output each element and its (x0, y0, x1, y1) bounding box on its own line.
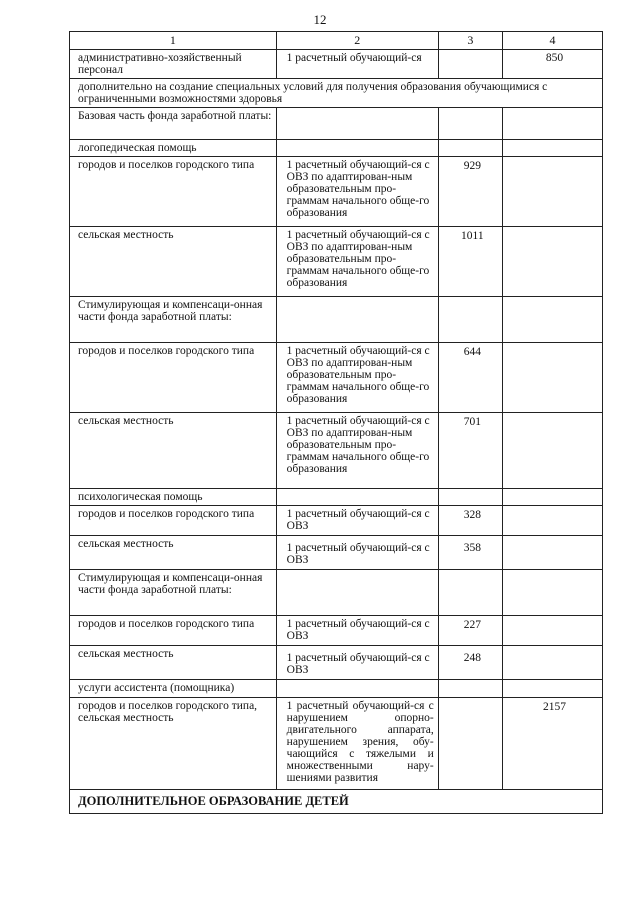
page-number: 12 (313, 12, 327, 27)
table-row (70, 157, 603, 227)
row-label: сельская местность (70, 536, 277, 570)
row-value-3: 358 (438, 536, 502, 570)
row-label: городов и поселков городского типа (70, 506, 277, 536)
row-value-3: 1011 (438, 227, 502, 297)
table-row (70, 79, 603, 108)
section-heading: ДОПОЛНИТЕЛЬНОЕ ОБРАЗОВАНИЕ ДЕТЕЙ (70, 790, 603, 814)
table-row (70, 790, 603, 814)
row-unit: 1 расчетный обучающий-ся с ОВЗ по адаптирован-ным образовательным про-граммам начального обще-го образования (276, 413, 438, 489)
row-value-4 (502, 343, 602, 413)
row-label: сельская местность (70, 227, 277, 297)
header-col-1: 1 (70, 32, 277, 50)
row-value-3: 929 (438, 157, 502, 227)
row-label: сельская местность (70, 413, 277, 489)
row-value-3: 248 (438, 646, 502, 680)
table-row (70, 570, 603, 616)
table-row (70, 646, 603, 680)
table-row (70, 108, 603, 140)
row-value-3: 328 (438, 506, 502, 536)
row-value-4 (502, 646, 602, 680)
row-unit: 1 расчетный обучающий-ся с ОВЗ (276, 506, 438, 536)
table-row (70, 536, 603, 570)
row-unit: 1 расчетный обучающий-ся с ОВЗ по адаптирован-ным образовательным про-граммам начального обще-го образования (276, 157, 438, 227)
table-row (70, 616, 603, 646)
row-label: психологическая помощь (70, 489, 277, 506)
row-value-4 (502, 506, 602, 536)
header-col-2: 2 (276, 32, 438, 50)
row-value-4 (502, 616, 602, 646)
row-unit: 1 расчетный обучающий-ся с ОВЗ (276, 646, 438, 680)
table-row (70, 297, 603, 343)
row-label: логопедическая помощь (70, 140, 277, 157)
section-heading: дополнительно на создание специальных условий для получения образования обучающимися с ограниченными возможностями здоровья (70, 79, 603, 108)
table-row (70, 227, 603, 297)
row-value-4: 850 (502, 50, 602, 79)
row-value-3 (438, 50, 502, 79)
row-value-3: 701 (438, 413, 502, 489)
row-label: Стимулирующая и компенсаци-онная части фонда заработной платы: (70, 570, 277, 616)
row-value-4 (502, 227, 602, 297)
row-label: городов и поселков городского типа (70, 157, 277, 227)
row-label: Базовая часть фонда заработной платы: (70, 108, 277, 140)
row-label: городов и поселков городского типа (70, 343, 277, 413)
table-row (70, 506, 603, 536)
header-col-3: 3 (438, 32, 502, 50)
header-row (70, 32, 603, 50)
row-label: услуги ассистента (помощника) (70, 680, 277, 698)
row-unit: 1 расчетный обучающий-ся с ОВЗ (276, 536, 438, 570)
row-label: городов и поселков городского типа, сельская местность (70, 698, 277, 790)
row-value-4 (502, 413, 602, 489)
row-label: сельская местность (70, 646, 277, 680)
row-unit: 1 расчетный обучающий-ся (276, 50, 438, 79)
row-value-4: 2157 (502, 698, 602, 790)
table-row (70, 140, 603, 157)
row-value-3: 227 (438, 616, 502, 646)
row-unit: 1 расчетный обучающий-ся с ОВЗ по адаптирован-ным образовательным про-граммам начального обще-го образования (276, 343, 438, 413)
header-col-4: 4 (502, 32, 602, 50)
table-row (70, 343, 603, 413)
row-unit: 1 расчетный обучающий-ся с нарушением опорно-двигательного аппарата, нарушением зрения, обу-чающийся с тяжелыми и множественными нару-шениями развития (276, 698, 438, 790)
row-value-4 (502, 536, 602, 570)
row-label: административно-хозяйственный персонал (70, 50, 277, 79)
row-label: городов и поселков городского типа (70, 616, 277, 646)
row-unit: 1 расчетный обучающий-ся с ОВЗ по адаптирован-ным образовательным про-граммам начального обще-го образования (276, 227, 438, 297)
table-row (70, 50, 603, 79)
table-row (70, 413, 603, 489)
row-value-3 (438, 698, 502, 790)
row-value-4 (502, 157, 602, 227)
table-row (70, 698, 603, 790)
row-unit: 1 расчетный обучающий-ся с ОВЗ (276, 616, 438, 646)
funding-table (69, 31, 603, 814)
table-row (70, 680, 603, 698)
row-value-3: 644 (438, 343, 502, 413)
table-row (70, 489, 603, 506)
row-label: Стимулирующая и компенсаци-онная части фонда заработной платы: (70, 297, 277, 343)
